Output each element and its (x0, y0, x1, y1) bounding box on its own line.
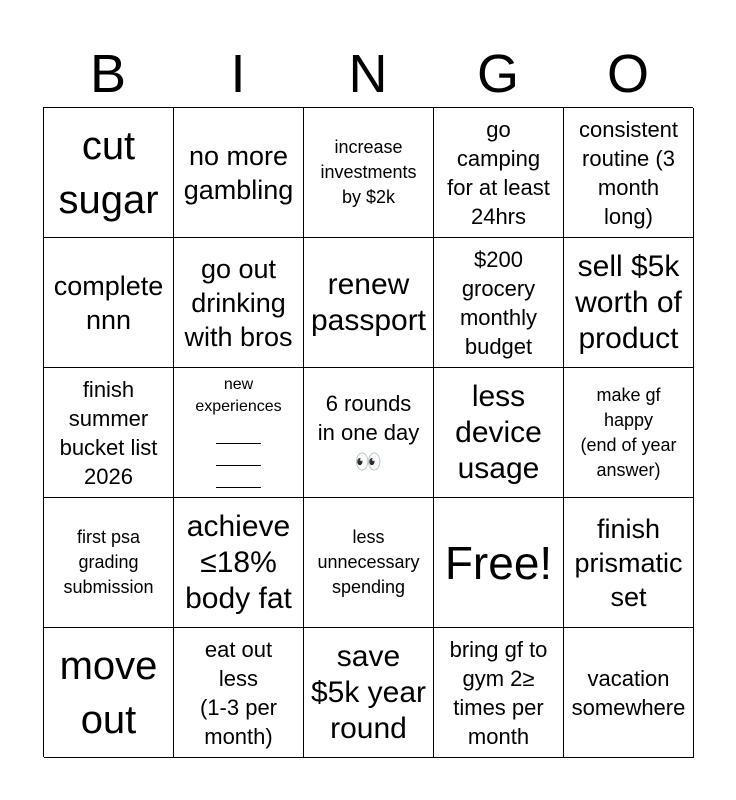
bingo-cell-r4-c4[interactable] (564, 628, 694, 758)
header-letter-o: O (606, 44, 649, 104)
bingo-cell-free[interactable] (434, 498, 564, 628)
bingo-cell-r0-c2[interactable] (304, 108, 434, 238)
bingo-cell-r0-c3[interactable] (434, 108, 564, 238)
bingo-cell-r2-c2[interactable] (304, 368, 434, 498)
bingo-cell-r2-c1[interactable] (174, 368, 304, 498)
cell-text: move out (59, 643, 158, 742)
header-letter-n: N (348, 44, 388, 104)
bingo-cell-r1-c0[interactable] (44, 238, 174, 368)
bingo-cell-r3-c4[interactable] (564, 498, 694, 628)
cell-text: increase investments by $2k (320, 137, 417, 207)
bingo-cell-r4-c0[interactable] (44, 628, 174, 758)
header-letter-i: I (230, 44, 246, 104)
cell-text: go camping for at least 24hrs (447, 116, 550, 229)
cell-text: complete nnn (53, 270, 164, 335)
bingo-cell-r0-c1[interactable] (174, 108, 304, 238)
cell-text: 6 rounds in one day 👀 (317, 391, 420, 474)
cell-text: finish prismatic set (574, 513, 683, 612)
cell-text: no more gambling (183, 140, 294, 205)
cell-text: first psa grading submission (63, 527, 154, 597)
bingo-board (43, 107, 693, 757)
cell-text: achieve ≤18% body fat (185, 509, 292, 615)
cell-text: save $5k year round (310, 639, 427, 745)
cell-text: consistent routine (3 month long) (578, 116, 679, 229)
cell-text: new experiences (195, 375, 282, 415)
bingo-cell-r2-c4[interactable] (564, 368, 694, 498)
cell-text: less device usage (455, 379, 542, 485)
header-letter-g: G (476, 44, 519, 104)
bingo-cell-r1-c1[interactable] (174, 238, 304, 368)
bingo-cell-r4-c2[interactable] (304, 628, 434, 758)
bingo-cell-r1-c2[interactable] (304, 238, 434, 368)
cell-text: make gf happy (end of year answer) (580, 384, 677, 480)
cell-text: $200 grocery monthly budget (459, 246, 538, 359)
bingo-cell-r4-c1[interactable] (174, 628, 304, 758)
bingo-cell-r3-c0[interactable] (44, 498, 174, 628)
bingo-header (43, 44, 693, 104)
bingo-cell-r3-c1[interactable] (174, 498, 304, 628)
bingo-cell-r3-c2[interactable] (304, 498, 434, 628)
bingo-cell-r1-c3[interactable] (434, 238, 564, 368)
bingo-cell-r2-c3[interactable] (434, 368, 564, 498)
cell-text: finish summer bucket list 2026 (59, 376, 158, 489)
blank-answer-lines: _____ _____ _____ (216, 427, 261, 489)
bingo-cell-r2-c0[interactable] (44, 368, 174, 498)
bingo-cell-r0-c0[interactable] (44, 108, 174, 238)
cell-text: less unnecessary spending (317, 527, 420, 597)
cell-text: vacation somewhere (571, 665, 686, 720)
cell-text: eat out less (1-3 per month) (199, 636, 278, 749)
header-letter-b: B (89, 44, 127, 104)
cell-text: sell $5k worth of product (575, 249, 682, 355)
cell-text: cut sugar (58, 123, 159, 222)
cell-text: go out drinking with bros (184, 253, 293, 352)
bingo-cell-r1-c4[interactable] (564, 238, 694, 368)
bingo-cell-r4-c3[interactable] (434, 628, 564, 758)
free-space-label: Free! (444, 536, 553, 589)
cell-text: renew passport (310, 267, 427, 337)
bingo-cell-r0-c4[interactable] (564, 108, 694, 238)
cell-text: bring gf to gym 2≥ times per month (449, 636, 548, 749)
